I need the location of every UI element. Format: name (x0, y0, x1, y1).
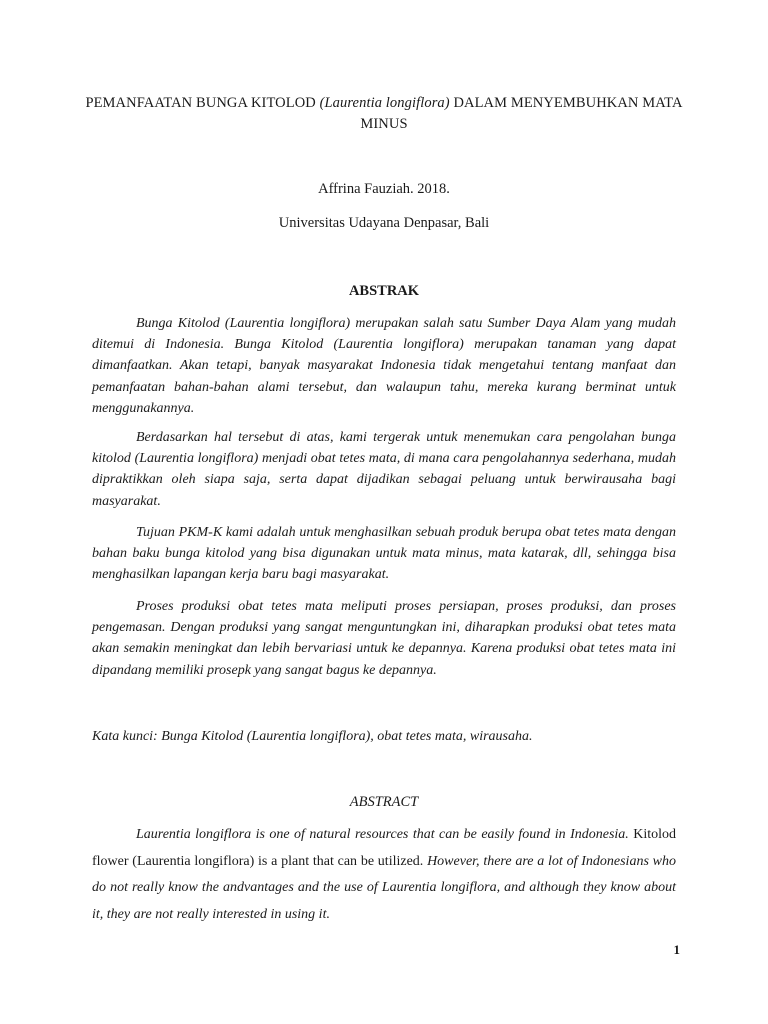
title-text-end: DALAM MENYEMBUHKAN MATA MINUS (360, 95, 683, 132)
abstract-rest: However, there are a lot of Indonesians who do not really know the andvantages and the use of Laurentia longiflora, and although they know about it, they are not really interested in using it. (92, 853, 676, 922)
abstract-plain-sentence: Kitolod flower (Laurentia longiflora) is a plant that can be utilized. (92, 827, 676, 869)
abstrak-heading: ABSTRAK (348, 283, 420, 299)
abstract-paragraph-1 (92, 822, 676, 928)
page-number: 1 (673, 942, 680, 957)
abstrak-paragraph-3: Tujuan PKM-K kami adalah untuk menghasilkan sebuah produk berupa obat tetes mata dengan bahan baku bunga kitolod yang bisa digunakan untuk mata minus, mata katarak, dll, sehingga bisa menghasilkan lapangan kerja baru bagi masyarakat. (92, 525, 676, 583)
keywords-line: Kata kunci: Bunga Kitolod (Laurentia longiflora), obat tetes mata, wirausaha. (92, 729, 533, 744)
abstract-heading: ABSTRACT (349, 794, 419, 810)
title-species-name: (Laurentia longiflora) (319, 95, 450, 111)
abstract-line-1: Laurentia longiflora is one of natural resources that can be easily found in Indonesia. (136, 827, 629, 842)
title-text: PEMANFAATAN BUNGA KITOLOD (85, 95, 320, 111)
abstrak-paragraph-1: Bunga Kitolod (Laurentia longiflora) merupakan salah satu Sumber Daya Alam yang mudah ditemui di Indonesia. Bunga Kitolod (Laurentia longiflora) merupakan tanaman yang dapat dimanfaatkan. Akan tetapi, banyak masyarakat Indonesia tidak mengetahui tentang manfaat dan pemanfaatan bahan-bahan alami tersebut, dan walaupun tahu, mereka kurang berminat untuk menggunakannya. (92, 316, 676, 416)
author-line: Affrina Fauziah. 2018. (318, 181, 450, 197)
abstrak-paragraph-4: Proses produksi obat tetes mata meliputi proses persiapan, proses produksi, dan proses pengemasan. Dengan produksi yang sangat menguntungkan ini, diharapkan produksi obat tetes mata akan semakin meningkat dan lebih bervariasi untuk ke depannya. Karena produksi obat tetes mata ini dipandang memiliki prosepk yang sangat bagus ke depannya. (92, 599, 676, 678)
abstrak-paragraph-2: Berdasarkan hal tersebut di atas, kami tergerak untuk menemukan cara pengolahan bunga kitolod (Laurentia longiflora) menjadi obat tetes mata, di mana cara pengolahannya sederhana, mudah dipraktikkan oleh siapa saja, serta dapat dijadikan sebagai peluang untuk berwirausaha bagi masyarakat. (92, 430, 676, 509)
document-title (80, 93, 688, 135)
institution-line: Universitas Udayana Denpasar, Bali (278, 215, 490, 231)
